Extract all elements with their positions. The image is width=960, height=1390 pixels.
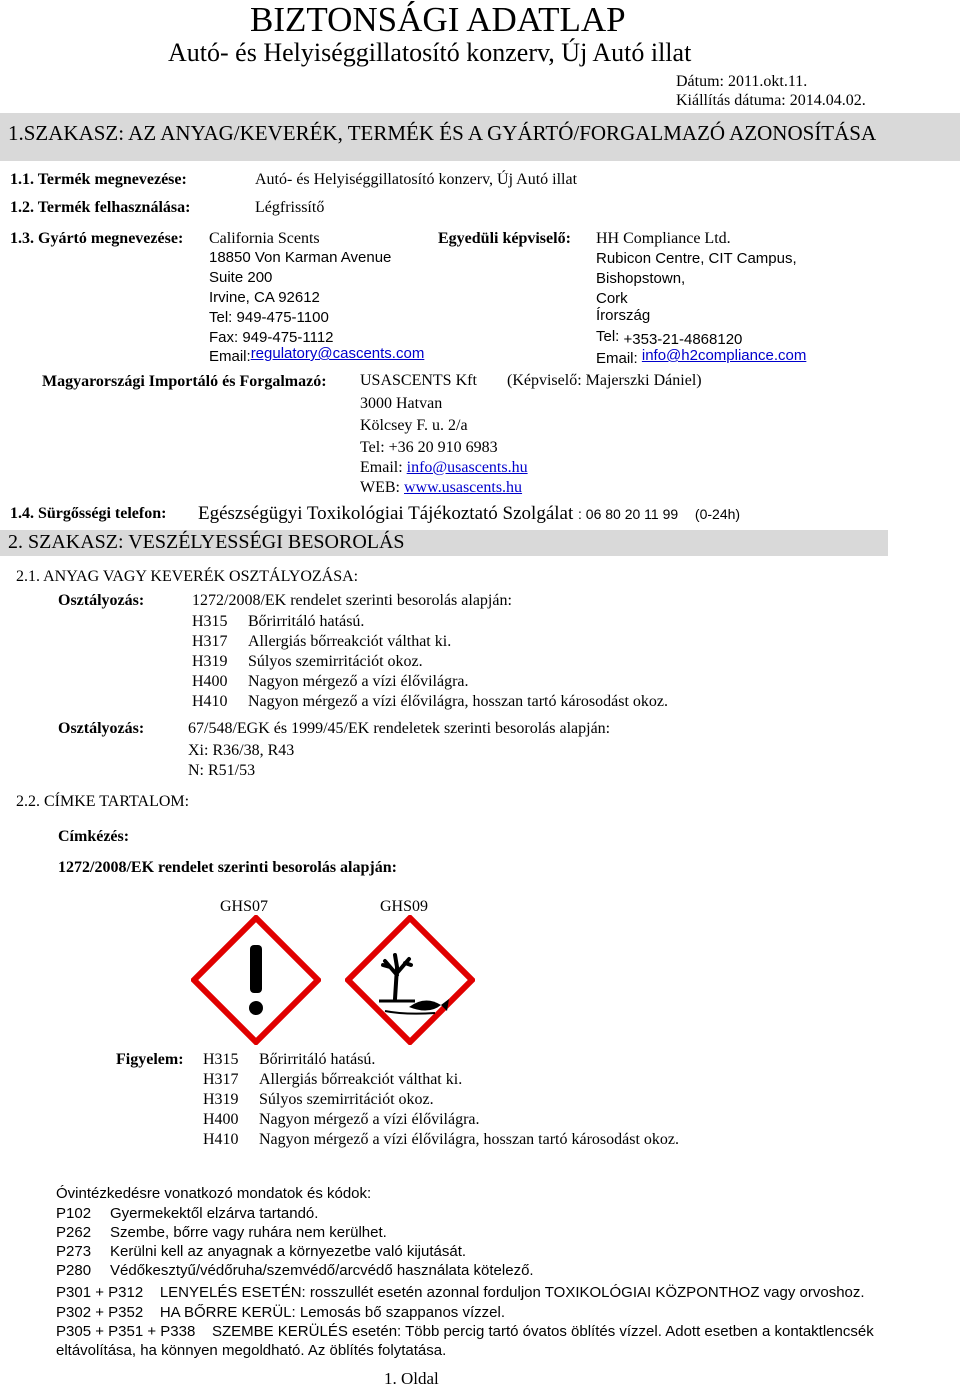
pictogram-label-ghs07: GHS07 — [220, 898, 269, 915]
environment-icon — [345, 915, 475, 1045]
representative-label: Egyedüli képviselő: — [438, 230, 571, 247]
precaution-item: P280 Védőkesztyű/védőruha/szemvédő/arcvédő használata kötelező. — [56, 1262, 534, 1279]
manufacturer-label: 1.3. Gyártó megnevezése: — [10, 230, 184, 247]
representative-address3: Cork — [596, 290, 628, 307]
manufacturer-fax: Fax: 949-475-1112 — [209, 329, 334, 346]
product-use-label: 1.2. Termék felhasználása: — [10, 199, 191, 216]
precaution-intro: Óvintézkedésre vonatkozó mondatok és kódok: — [56, 1185, 372, 1202]
manufacturer-email-link[interactable]: regulatory@cascents.com — [250, 345, 425, 362]
hazard-item: H315 Bőrirritáló hatású. — [192, 613, 365, 630]
labelling-regulation: 1272/2008/EK rendelet szerinti besorolás alapján: — [58, 859, 397, 876]
product-subtitle: Autó- és Helyiséggillatosító konzerv, Új Autó illat — [168, 38, 692, 67]
importer-address2: Kölcsey F. u. 2/a — [360, 417, 468, 434]
precaution-item: P262 Szembe, bőrre vagy ruhára nem kerülhet. — [56, 1224, 387, 1241]
label-hazard-item: H410 Nagyon mérgező a vízi élővilágra, hosszan tartó károsodást okoz. — [203, 1131, 680, 1148]
precaution-list — [56, 1204, 534, 1280]
section2-sub1: 2.1. ANYAG VAGY KEVERÉK OSZTÁLYOZÁSA: — [16, 568, 359, 585]
classification1-intro: 1272/2008/EK rendelet szerinti besorolás alapján: — [192, 592, 512, 609]
warning-label: Figyelem: — [116, 1051, 184, 1068]
pictogram-label-ghs09: GHS09 — [380, 898, 429, 915]
representative-email-row — [596, 347, 807, 367]
hazard-item: H400 Nagyon mérgező a vízi élővilágra. — [192, 673, 469, 690]
document-title: BIZTONSÁGI ADATLAP — [250, 0, 626, 39]
document-date: Dátum: 2011.okt.11. — [676, 73, 808, 90]
precaution-combo-3: P305 + P351 + P338 SZEMBE KERÜLÉS esetén: Több percig tartó óvatos öblítés vízzel. Adott esetben a kontaktlencsék — [56, 1323, 874, 1340]
section2-sub2: 2.2. CÍMKE TARTALOM: — [16, 793, 190, 810]
product-use: Légfrissítő — [255, 199, 325, 216]
emergency-service: Egészségügyi Toxikológiai Tájékoztató Szolgálat — [198, 503, 574, 524]
importer-email-label: Email: — [360, 459, 403, 476]
hazard-item: H319 Súlyos szemirritációt okoz. — [192, 653, 423, 670]
product-name: Autó- és Helyiséggillatosító konzerv, Új Autó illat — [255, 171, 578, 188]
classification2-line2: N: R51/53 — [188, 762, 256, 779]
hazard-list — [192, 612, 668, 712]
representative-country: Írország — [596, 307, 651, 324]
representative-address1: Rubicon Centre, CIT Campus, — [596, 250, 797, 267]
representative-tel: +353-21-4868120 — [623, 331, 743, 348]
importer-web-link[interactable]: www.usascents.hu — [404, 479, 523, 496]
label-hazard-item: H317 Allergiás bőrreakciót válthat ki. — [203, 1071, 463, 1088]
hazard-item: H317 Allergiás bőrreakciót válthat ki. — [192, 633, 452, 650]
classification2-label: Osztályozás: — [58, 720, 145, 737]
manufacturer-address3: Irvine, CA 92612 — [209, 289, 320, 306]
label-hazard-item: H315 Bőrirritáló hatású. — [203, 1051, 376, 1068]
manufacturer-email-label: Email: — [209, 348, 251, 365]
importer-address1: 3000 Hatvan — [360, 395, 443, 412]
manufacturer-name: California Scents — [209, 230, 320, 247]
precaution-combo-2: P302 + P352 HA BŐRRE KERÜL: Lemosás bő szappanos vízzel. — [56, 1304, 505, 1321]
emergency-label: 1.4. Sürgősségi telefon: — [10, 505, 167, 522]
section2-heading: 2. SZAKASZ: VESZÉLYESSÉGI BESOROLÁS — [8, 531, 405, 553]
product-name-label: 1.1. Termék megnevezése: — [10, 171, 187, 188]
labelling-label: Címkézés: — [58, 828, 130, 845]
classification2-intro: 67/548/EGK és 1999/45/EK rendeletek szerinti besorolás alapján: — [188, 720, 611, 737]
label-hazard-list — [203, 1050, 679, 1150]
classification2-line1: Xi: R36/38, R43 — [188, 742, 295, 759]
emergency-hours: (0-24h) — [694, 506, 741, 522]
representative-email-label: Email: — [596, 350, 638, 367]
importer-email-row — [360, 459, 528, 477]
representative-tel-label: Tel: — [596, 328, 620, 345]
importer-web-row — [360, 479, 522, 497]
classification1-label: Osztályozás: — [58, 592, 145, 609]
importer-label: Magyarországi Importáló és Forgalmazó: — [42, 373, 327, 390]
precaution-combo-1: P301 + P312 LENYELÉS ESETÉN: rosszullét esetén azonnal forduljon TOXIKOLÓGIAI KÖZPONTHOZ vagy orvoshoz. — [56, 1284, 865, 1301]
importer-name: USASCENTS Kft — [360, 372, 477, 389]
representative-email-link[interactable]: info@h2compliance.com — [641, 347, 807, 364]
importer-email-link[interactable]: info@usascents.hu — [406, 459, 528, 476]
representative-tel-row — [596, 328, 743, 348]
representative-name: HH Compliance Ltd. — [596, 230, 731, 247]
hazard-item: H410 Nagyon mérgező a vízi élővilágra, hosszan tartó károsodást okoz. — [192, 693, 669, 710]
manufacturer-email-row — [209, 345, 425, 365]
precaution-combo-3-continued: eltávolítása, ha könnyen megoldható. Az öblítés folytatása. — [56, 1342, 447, 1359]
importer-rep: (Képviselő: Majerszki Dániel) — [507, 372, 702, 389]
precaution-item: P102 Gyermekektől elzárva tartandó. — [56, 1205, 319, 1222]
emergency-line — [198, 503, 740, 525]
importer-web-label: WEB: — [360, 479, 400, 496]
issue-date: Kiállítás dátuma: 2014.04.02. — [676, 92, 866, 109]
manufacturer-address2: Suite 200 — [209, 269, 273, 286]
manufacturer-tel: Tel: 949-475-1100 — [209, 309, 329, 326]
importer-tel: Tel: +36 20 910 6983 — [360, 439, 498, 456]
label-hazard-item: H319 Súlyos szemirritációt okoz. — [203, 1091, 434, 1108]
representative-address2: Bishopstown, — [596, 270, 686, 287]
section1-heading: 1.SZAKASZ: AZ ANYAG/KEVERÉK, TERMÉK ÉS A GYÁRTÓ/FORGALMAZÓ AZONOSÍTÁSA — [8, 121, 877, 145]
page-number: 1. Oldal — [384, 1369, 439, 1388]
precaution-item: P273 Kerülni kell az anyagnak a környezetbe való kijutását. — [56, 1243, 467, 1260]
exclamation-mark-icon — [191, 915, 321, 1045]
emergency-number: : 06 80 20 11 99 — [578, 506, 679, 522]
manufacturer-address1: 18850 Von Karman Avenue — [209, 249, 392, 266]
label-hazard-item: H400 Nagyon mérgező a vízi élővilágra. — [203, 1111, 480, 1128]
